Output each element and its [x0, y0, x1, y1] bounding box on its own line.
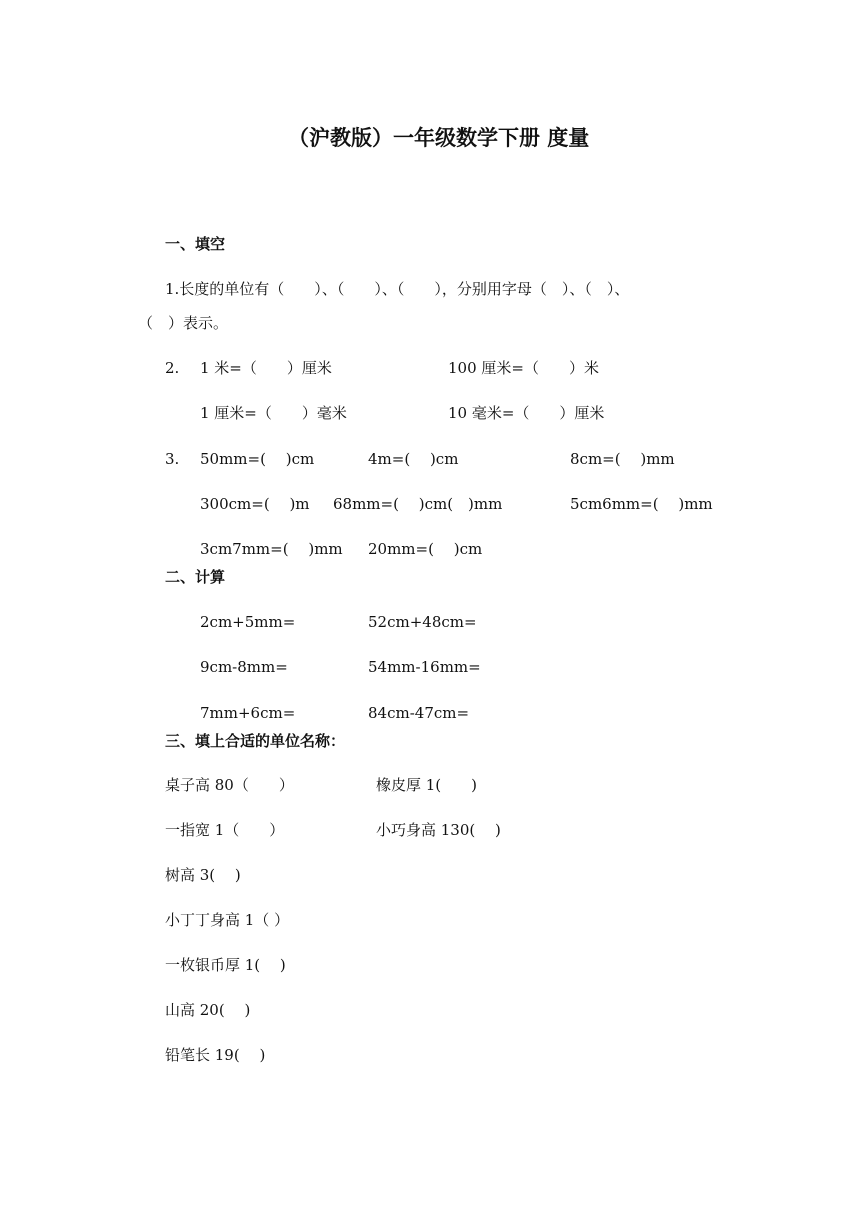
page-title: （沪教版）一年级数学下册 度量	[288, 126, 590, 150]
question-3-item: 5cm6mm=( )mm	[570, 495, 713, 513]
question-2-item-c: 1 厘米=（ ）毫米	[200, 404, 347, 422]
unit-item: 山高 20( )	[165, 1001, 251, 1019]
section-heading-fill-blank: 一、填空	[165, 235, 226, 253]
question-2-item-b: 100 厘米=（ ）米	[448, 359, 599, 377]
calc-item: 7mm+6cm=	[200, 704, 296, 722]
question-2-number: 2.	[165, 359, 180, 377]
question-3-item: 8cm=( )mm	[570, 450, 675, 468]
question-1-line-1: 1.长度的单位有（ ）、（ ）、（ ），分别用字母（ ）、（ ）、	[165, 280, 630, 298]
question-3-item: 50mm=( )cm	[200, 450, 315, 468]
question-2-item-a: 1 米=（ ）厘米	[200, 359, 332, 377]
question-3-item: 20mm=( )cm	[368, 540, 483, 558]
question-3-item: 3cm7mm=( )mm	[200, 540, 343, 558]
unit-item: 橡皮厚 1( )	[376, 776, 478, 794]
question-3-item: 68mm=( )cm( )mm	[333, 495, 503, 513]
calc-item: 9cm-8mm=	[200, 658, 288, 676]
unit-item: 桌子高 80（ ）	[165, 776, 294, 794]
question-3-number: 3.	[165, 450, 180, 468]
calc-item: 54mm-16mm=	[368, 658, 481, 676]
unit-item: 树高 3( )	[165, 866, 241, 884]
section-heading-calculate: 二、计算	[165, 568, 226, 586]
section-heading-units: 三、填上合适的单位名称：	[165, 732, 346, 750]
calc-item: 84cm-47cm=	[368, 704, 470, 722]
calc-item: 2cm+5mm=	[200, 613, 296, 631]
question-2-item-d: 10 毫米=（ ）厘米	[448, 404, 605, 422]
unit-item: 铅笔长 19( )	[165, 1046, 266, 1064]
unit-item: 一指宽 1（ ）	[165, 821, 285, 839]
unit-item: 小丁丁身高 1（ ）	[165, 911, 290, 929]
question-1-line-2: （ ）表示。	[138, 314, 229, 332]
unit-item: 一枚银币厚 1( )	[165, 956, 286, 974]
question-3-item: 4m=( )cm	[368, 450, 459, 468]
unit-item: 小巧身高 130( )	[376, 821, 501, 839]
calc-item: 52cm+48cm=	[368, 613, 477, 631]
question-3-item: 300cm=( )m	[200, 495, 310, 513]
